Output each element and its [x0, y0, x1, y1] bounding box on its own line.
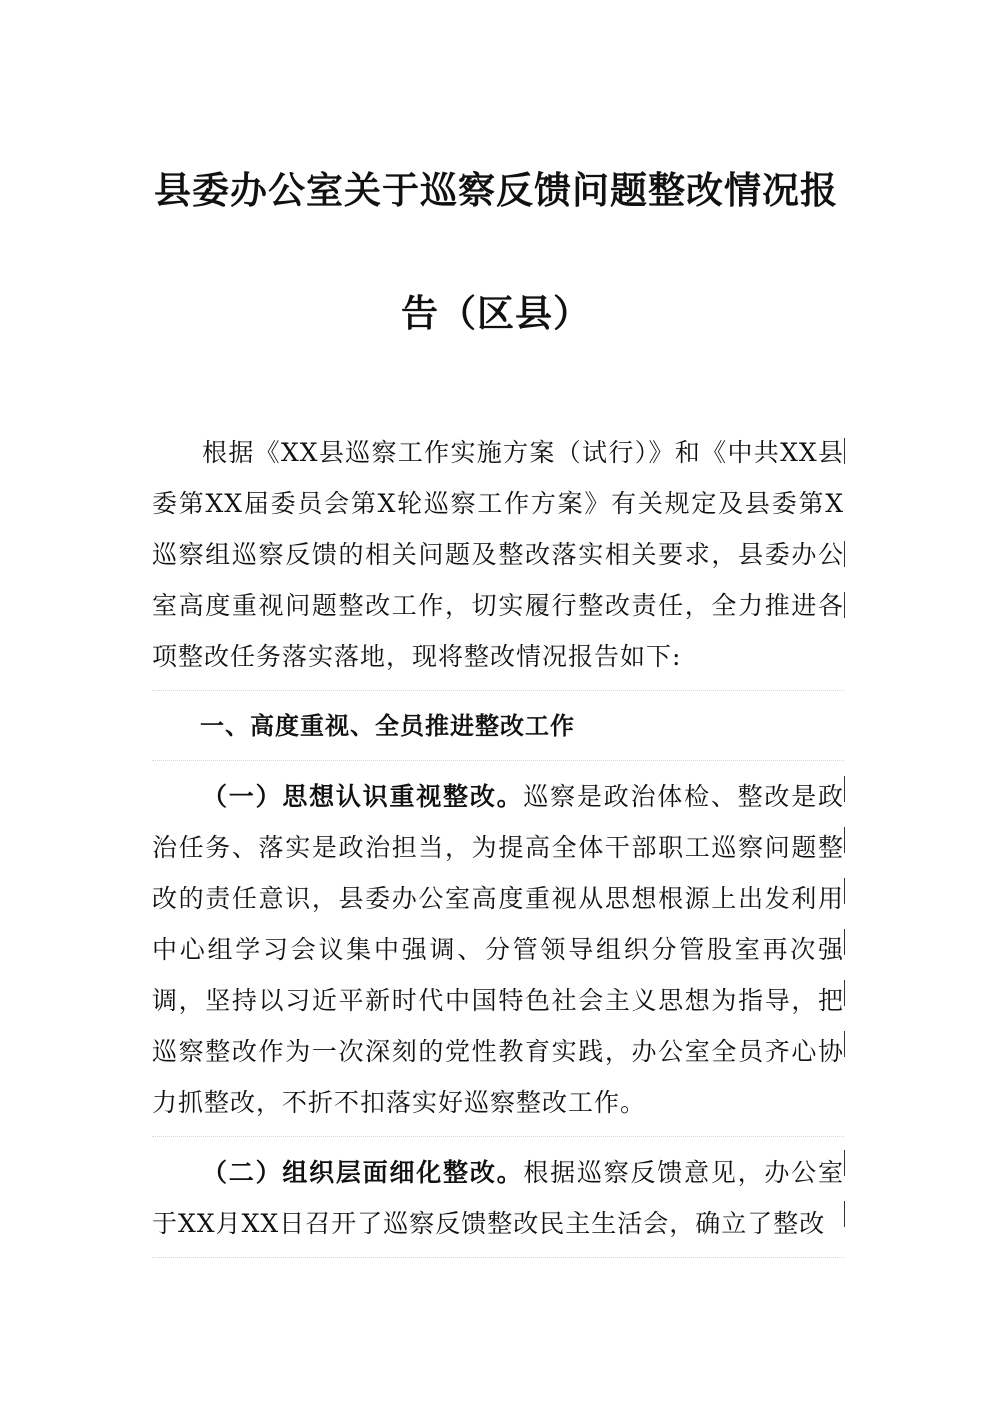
margin-mark [844, 592, 845, 618]
margin-mark [844, 929, 845, 955]
margin-mark [844, 980, 845, 1006]
margin-mark [844, 827, 845, 853]
paragraph-2-lead: （二）组织层面细化整改。 [202, 1158, 524, 1187]
paragraph-1-block [152, 771, 844, 1137]
document-title-line-2: 告（区县） [401, 292, 591, 335]
margin-mark [844, 438, 845, 464]
document-title-line-1: 县委办公室关于巡察反馈问题整改情况报 [154, 169, 838, 212]
paragraph-1-text: 巡察是政治体检、整改是政治任务、落实是政治担当，为提高全体干部职工巡察问题整改的责任意识，县委办公室高度重视从思想根源上出发利用中心组学习会议集中强调、分管领导组织分管股室再次强调，坚持以习近平新时代中国特色社会主义思想为指导，把巡察整改作为一次深刻的党性教育实践，办公室全员齐心协力抓整改，不折不扣落实好巡察整改工作。 [152, 782, 844, 1117]
intro-paragraph: 根据《XX县巡察工作实施方案（试行）》和《中共XX县委第XX届委员会第X轮巡察工作方案》有关规定及县委第X巡察组巡察反馈的相关问题及整改落实相关要求，县委办公室高度重视问题整改工作，切实履行整改责任，全力推进各项整改任务落实落地，现将整改情况报告如下: [152, 438, 844, 671]
intro-paragraph-block [152, 427, 844, 691]
section-1-heading: 一、高度重视、全员推进整改工作 [200, 712, 575, 740]
paragraph-1-lead: （一）思想认识重视整改。 [202, 782, 524, 811]
margin-mark [844, 1031, 845, 1057]
margin-mark [844, 1150, 845, 1176]
paragraph-2 [152, 1147, 844, 1249]
paragraph-2-text: 根据巡察反馈意见，办公室于XX月XX日召开了巡察反馈整改民主生活会，确立了整改 [152, 1158, 844, 1238]
paragraph-2-block [152, 1147, 844, 1258]
margin-mark [844, 878, 845, 904]
margin-mark [844, 541, 845, 567]
margin-mark [844, 1201, 845, 1227]
paragraph-1 [152, 771, 844, 1128]
section-1-heading-block [152, 701, 844, 761]
margin-mark [844, 776, 845, 802]
document-body [152, 427, 844, 1268]
